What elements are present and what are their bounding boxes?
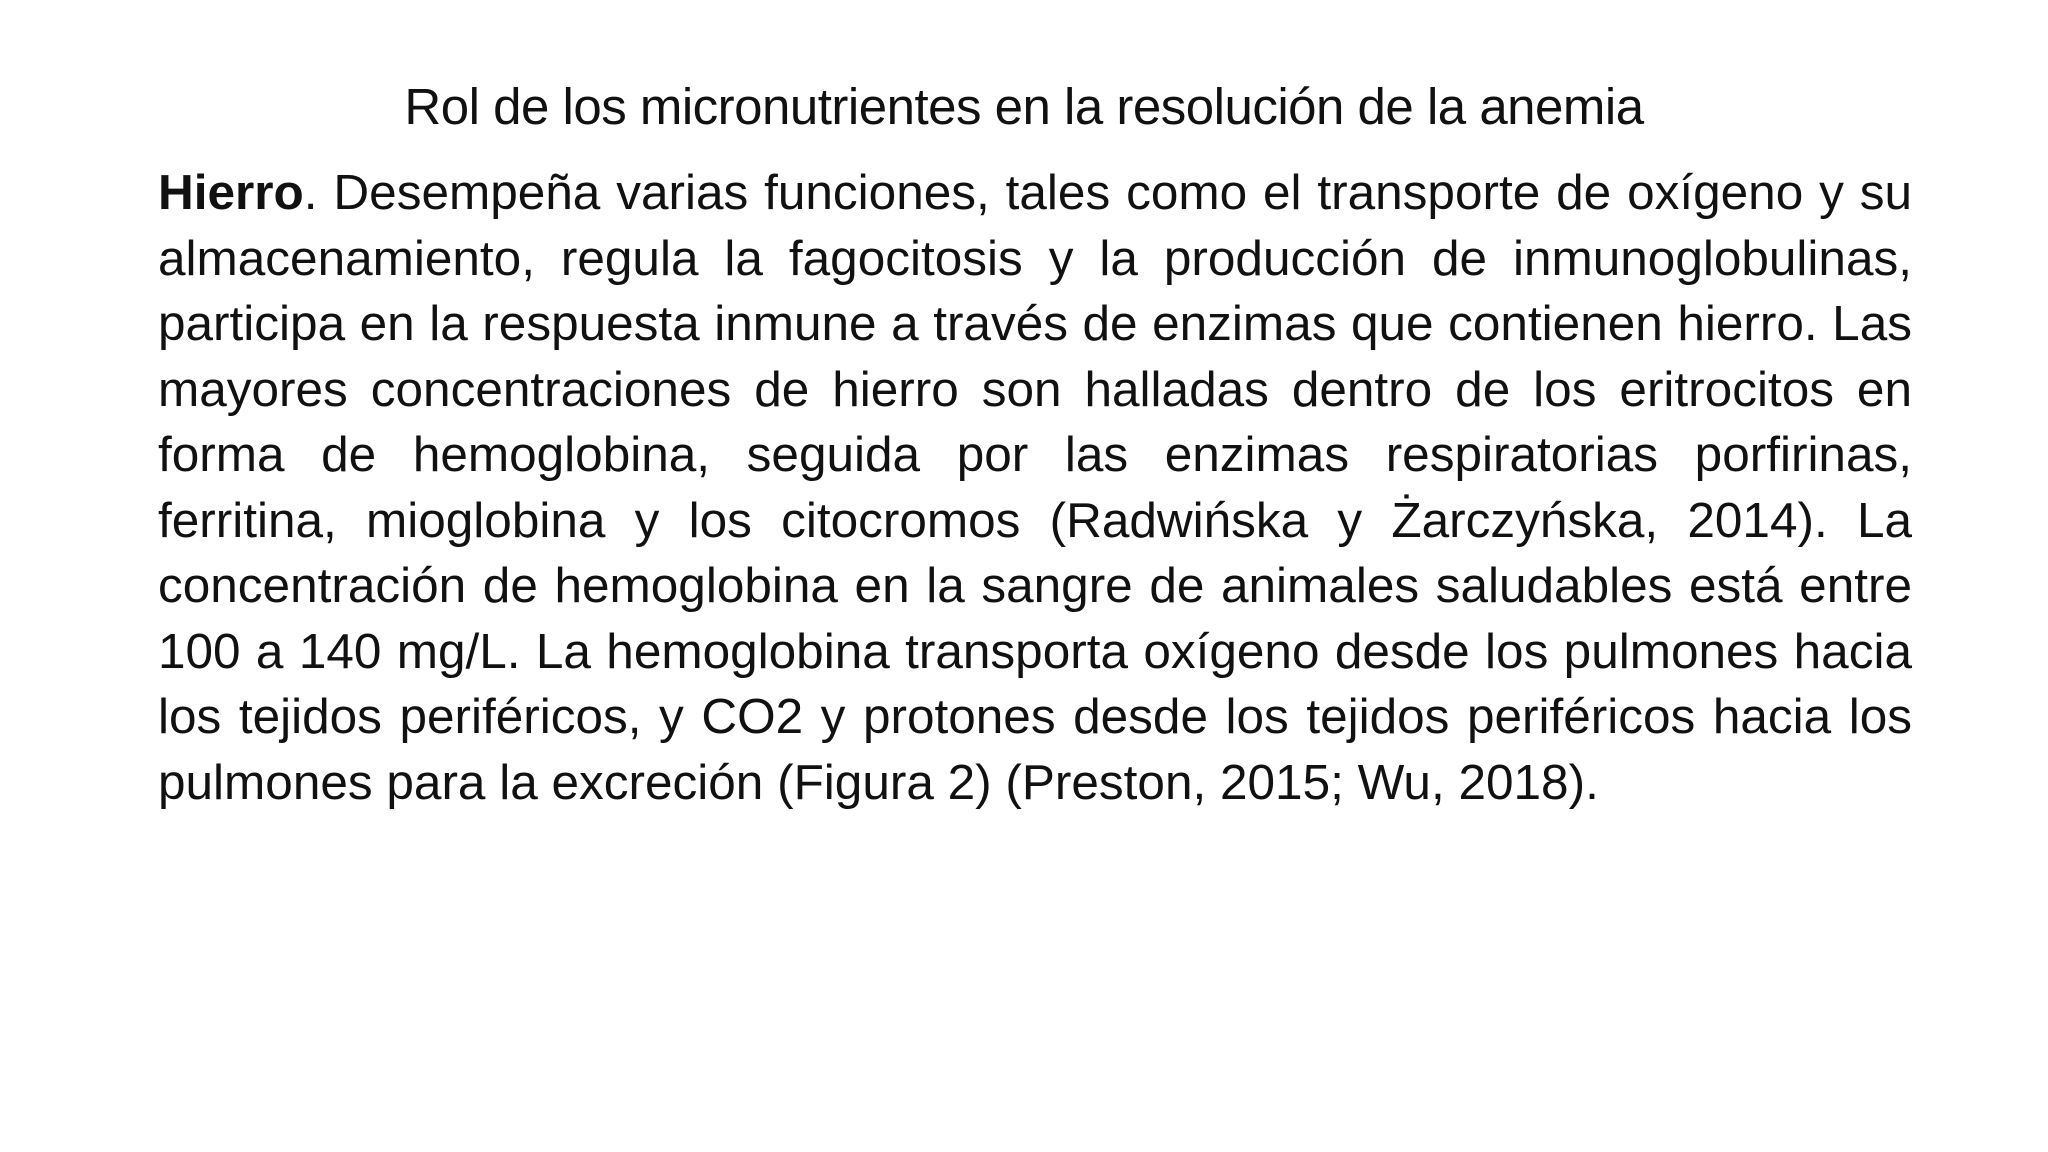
paragraph-term: Hierro	[158, 165, 304, 220]
body-paragraph	[158, 160, 1912, 815]
slide-title: Rol de los micronutrientes en la resolución de la anemia	[404, 78, 1644, 135]
paragraph-text: . Desempeña varias funciones, tales como el transporte de oxígeno y su almacenamiento, regula la fagocitosis y la producción de inmunoglobulinas, participa en la respuesta inmune a través de enzimas que contienen hierro. Las mayores concentraciones de hierro son halladas dentro de los eritrocitos en forma de hemoglobina, seguida por las enzimas respiratorias porfirinas, ferritina, mioglobina y los citocromos (Radwińska y Żarczyńska, 2014). La concentración de hemoglobina en la sangre de animales saludables está entre 100 a 140 mg/L. La hemoglobina transporta oxígeno desde los pulmones hacia los tejidos periféricos, y CO2 y protones desde los tejidos periféricos hacia los pulmones para la excreción (Figura 2) (Preston, 2015; Wu, 2018).	[158, 165, 1912, 810]
